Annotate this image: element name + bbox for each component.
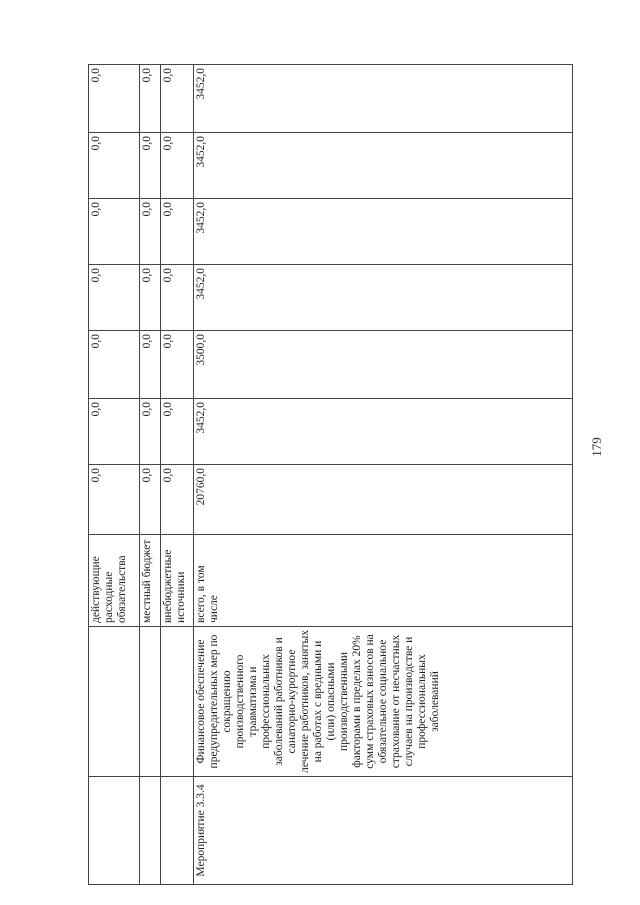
description-cell: Финансовое обеспечение предупредительных мер по сокращению производственного травматизма и профессиональных заболеваний работников и санаторно-курортное лечение работников, занятых на работах с вредными и (или) опасными производственными факторами в пределах 20% сумм страховых взносов на обязательное социальное страхование от несчастных случаев на производстве и профессиональных заболеваний [194, 627, 573, 777]
value-cell: 3452,0 [194, 199, 573, 265]
source-cell: действующие расходные обязательства [89, 535, 140, 627]
value-cell: 0,0 [161, 399, 194, 465]
value-cell: 0,0 [89, 199, 140, 265]
table-row [89, 65, 140, 885]
value-cell: 0,0 [89, 465, 140, 535]
source-cell: всего, в том числе [194, 535, 573, 627]
value-cell: 3452,0 [194, 265, 573, 331]
value-cell: 0,0 [140, 133, 161, 199]
activity-cell [140, 777, 161, 885]
table-row [194, 65, 573, 885]
activity-cell [89, 777, 140, 885]
activity-cell [161, 777, 194, 885]
table-row [161, 65, 194, 885]
value-cell: 0,0 [140, 65, 161, 133]
value-cell: 0,0 [89, 265, 140, 331]
value-cell: 0,0 [140, 465, 161, 535]
value-cell: 3452,0 [194, 65, 573, 133]
value-cell: 0,0 [161, 65, 194, 133]
description-cell [161, 627, 194, 777]
value-cell: 0,0 [161, 465, 194, 535]
value-cell: 20760,0 [194, 465, 573, 535]
value-cell: 0,0 [89, 331, 140, 399]
value-cell: 0,0 [161, 265, 194, 331]
page-number: 179 [589, 437, 604, 457]
value-cell: 3452,0 [194, 133, 573, 199]
rotated-table-wrapper [88, 65, 568, 885]
value-cell: 0,0 [89, 65, 140, 133]
table-row [140, 65, 161, 885]
value-cell: 3452,0 [194, 399, 573, 465]
value-cell: 0,0 [140, 331, 161, 399]
funding-table [88, 64, 573, 885]
description-cell [89, 627, 140, 777]
source-cell: местный бюджет [140, 535, 161, 627]
value-cell: 0,0 [140, 265, 161, 331]
value-cell: 0,0 [161, 133, 194, 199]
description-cell [140, 627, 161, 777]
value-cell: 0,0 [161, 199, 194, 265]
value-cell: 0,0 [161, 331, 194, 399]
value-cell: 0,0 [140, 399, 161, 465]
value-cell: 0,0 [89, 399, 140, 465]
value-cell: 0,0 [140, 199, 161, 265]
value-cell: 0,0 [89, 133, 140, 199]
value-cell: 3500,0 [194, 331, 573, 399]
source-cell: внебюджетные источники [161, 535, 194, 627]
activity-cell: Мероприятие 3.3.4 [194, 777, 573, 885]
